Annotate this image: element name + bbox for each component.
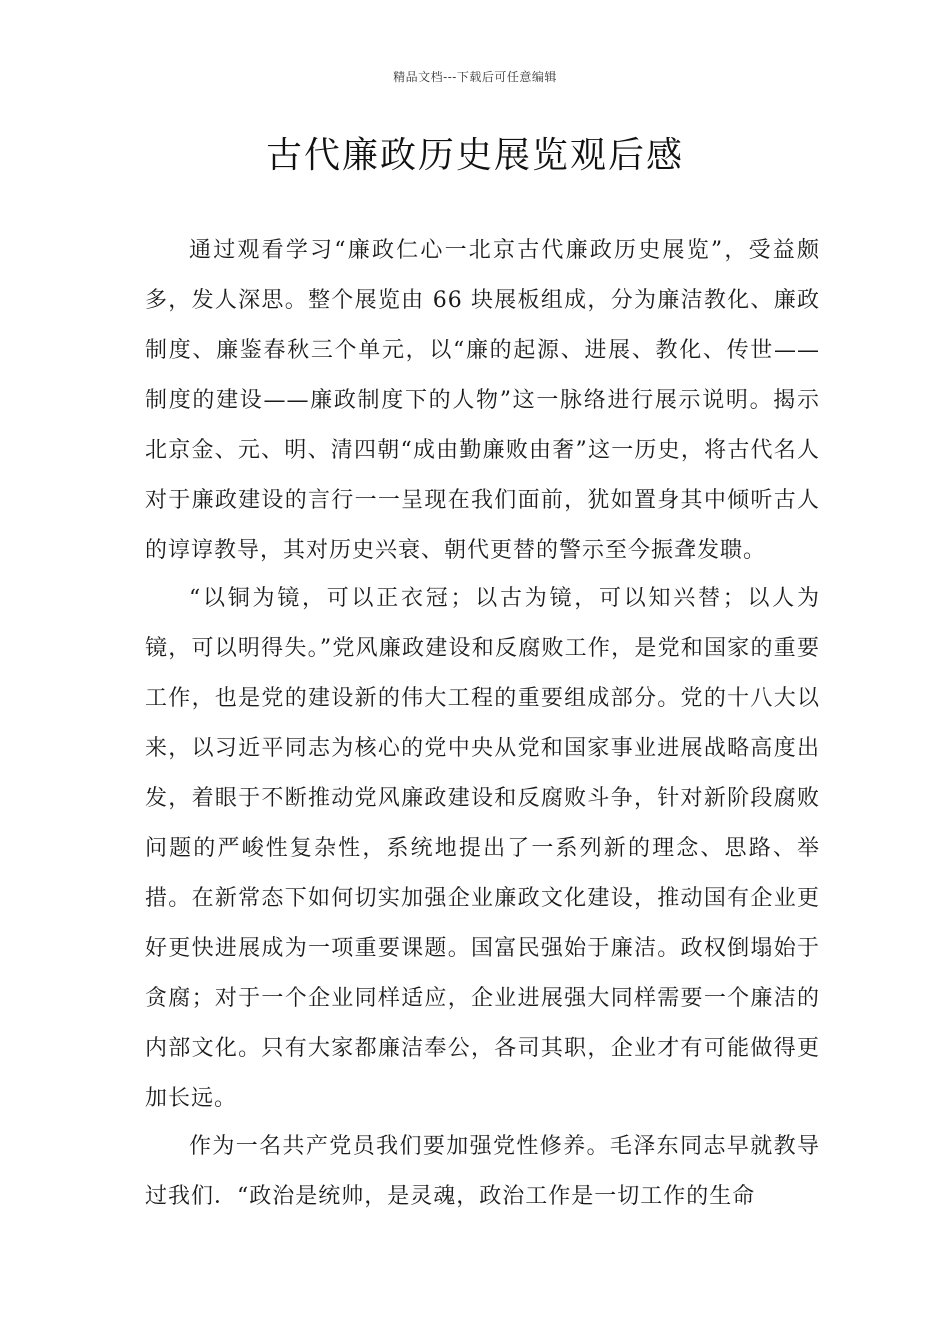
paragraph-block-2 bbox=[145, 574, 820, 1124]
header-note: 精品文档---下载后可任意编辑 bbox=[393, 70, 557, 84]
body-paragraph: 通过观看学习“廉政仁心一北京古代廉政历史展览”，受益颇多，发人深思。整个展览由 66 块展板组成，分为廉洁教化、廉政制度、廉鉴春秋三个单元，以“廉的起源、进展、教化、传世——制度的建设——廉政制度下的人物”这一脉络进行展示说明。揭示北京金、元、明、清四朝“成由勤廉败由奢”这一历史，将古代名人对于廉政建设的言行一一呈现在我们面前，犹如置身其中倾听古人的谆谆教导，其对历史兴衰、朝代更替的警示至今振聋发聩。 bbox=[145, 238, 820, 563]
body-paragraph: “以铜为镜，可以正衣冠；以古为镜，可以知兴替；以人为镜，可以明得失。”党风廉政建设和反腐败工作，是党和国家的重要工作，也是党的建设新的伟大工程的重要组成部分。党的十八大以来，以习近平同志为核心的党中央从党和国家事业进展战略高度出发，着眼于不断推动党风廉政建设和反腐败斗争，针对新阶段腐败问题的严峻性复杂性，系统地提出了一系列新的理念、思路、举措。在新常态下如何切实加强企业廉政文化建设，推动国有企业更好更快进展成为一项重要课题。国富民强始于廉洁。政权倒塌始于贪腐；对于一个企业同样适应，企业进展强大同样需要一个廉洁的内部文化。只有大家都廉洁奉公，各司其职，企业才有可能做得更加长远。 bbox=[145, 586, 820, 1111]
document-title: 古代廉政历史展览观后感 bbox=[265, 135, 684, 176]
body-paragraph: 作为一名共产党员我们要加强党性修养。毛泽东同志早就教导过我们．“政治是统帅，是灵魂，政治工作是一切工作的生命 bbox=[145, 1134, 820, 1209]
paragraph-block-1 bbox=[145, 226, 820, 576]
paragraph-block-3 bbox=[145, 1122, 820, 1222]
